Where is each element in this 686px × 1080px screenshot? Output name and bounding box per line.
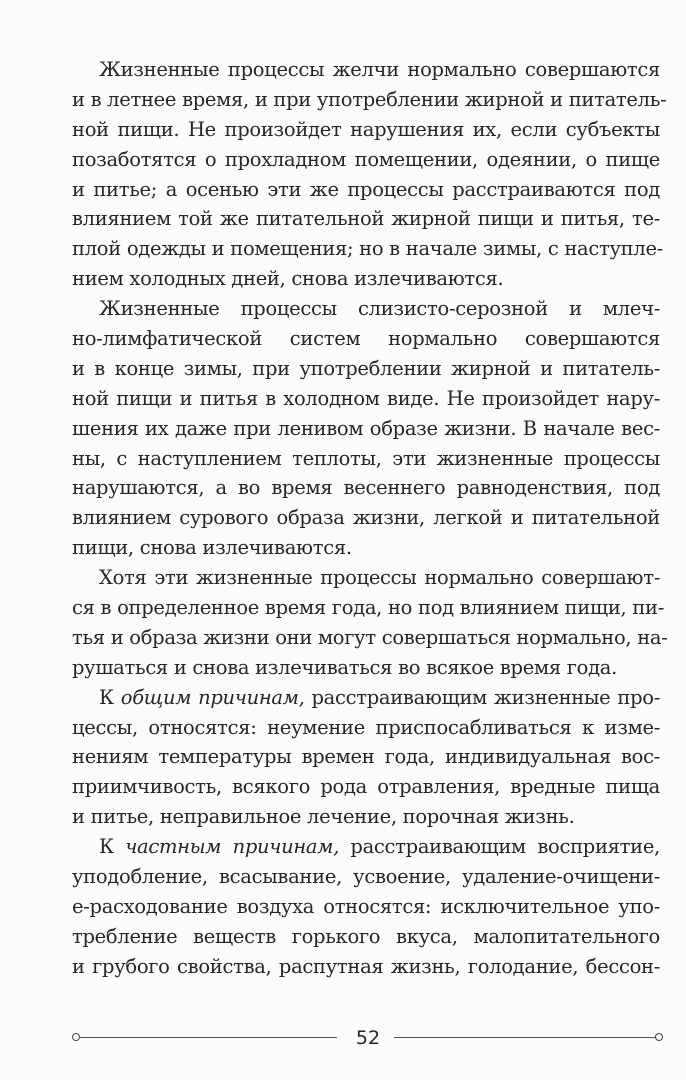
text-line: шения их даже при ленивом образе жизни. В начале вес- bbox=[72, 416, 660, 440]
text-line bbox=[72, 832, 660, 862]
footer-rule-right bbox=[394, 1037, 656, 1038]
text-line: и в конце зимы, при употреблении жирной и питатель- bbox=[72, 356, 660, 380]
text-line: но-лимфатической систем нормально совершаются bbox=[72, 327, 660, 351]
text-line: ся в определенное время года, но под влиянием пищи, пи- bbox=[72, 596, 664, 620]
text-line: ной пищи. Не произойдет нарушения их, если субъекты bbox=[72, 117, 660, 141]
text-line: и питье, неправильное лечение, порочная жизнь. bbox=[72, 805, 575, 829]
paragraph bbox=[72, 294, 660, 563]
page-body-text bbox=[72, 55, 668, 982]
footer-ornament-right-circle bbox=[655, 1033, 663, 1041]
text-line: нениям температуры времен года, индивидуальная вос- bbox=[72, 745, 660, 769]
text-segment: К bbox=[99, 835, 126, 859]
page-footer bbox=[72, 1026, 664, 1050]
text-line: тья и образа жизни они могут совершаться нормально, на- bbox=[72, 625, 668, 649]
text-line: нием холодных дней, снова излечиваются. bbox=[72, 267, 504, 291]
text-line: и грубого свойства, распутная жизнь, голодание, бессон- bbox=[72, 954, 660, 978]
paragraph bbox=[72, 683, 660, 832]
text-segment: расстраивающим жизненные про- bbox=[304, 685, 660, 709]
text-line: е-расходование воздуха относятся: исключительное упо- bbox=[72, 894, 660, 918]
text-line: плой одежды и помещения; но в начале зимы, с наступле- bbox=[72, 237, 663, 261]
paragraph bbox=[72, 55, 667, 294]
text-line: требление веществ горького вкуса, малопитательного bbox=[72, 924, 660, 948]
text-line: позаботятся о прохладном помещении, одеянии, о пище bbox=[72, 147, 660, 171]
text-line: ны, с наступлением теплоты, эти жизненные процессы bbox=[72, 446, 660, 470]
italic-term: частным причинам, bbox=[125, 835, 339, 859]
text-line: уподобление, всасывание, усвоение, удаление-очищени- bbox=[72, 865, 660, 889]
text-line: влиянием той же питательной жирной пищи и питья, те- bbox=[72, 207, 660, 231]
text-line: приимчивость, всякого рода отравления, вредные пища bbox=[72, 775, 660, 799]
text-line: ной пищи и питья в холодном виде. Не произойдет нару- bbox=[72, 386, 660, 410]
text-line: рушаться и снова излечиваться во всякое время года. bbox=[72, 655, 618, 679]
text-line: Хотя эти жизненные процессы нормально совершают- bbox=[99, 566, 660, 590]
paragraph bbox=[72, 832, 660, 981]
text-line: и в летнее время, и при употреблении жирной и питатель- bbox=[72, 87, 667, 111]
text-line: цессы, относятся: неумение приспосабливаться к изме- bbox=[72, 715, 660, 739]
text-line bbox=[72, 683, 660, 713]
text-line: влиянием сурового образа жизни, легкой и питательной bbox=[72, 506, 660, 530]
text-line: Жизненные процессы желчи нормально совершаются bbox=[99, 58, 660, 81]
page-number: 52 bbox=[355, 1027, 381, 1049]
text-line: и питье; а осенью эти же процессы расстраиваются под bbox=[72, 177, 660, 201]
text-line: пищи, снова излечиваются. bbox=[72, 536, 352, 560]
paragraph bbox=[72, 563, 668, 683]
text-line: Жизненные процессы слизисто-серозной и млеч- bbox=[99, 297, 660, 321]
text-segment: расстраивающим восприятие, bbox=[339, 835, 660, 859]
text-line: нарушаются, а во время весеннего равноденствия, под bbox=[72, 476, 660, 500]
italic-term: общим причинам, bbox=[120, 685, 305, 709]
text-segment: К bbox=[99, 685, 121, 709]
